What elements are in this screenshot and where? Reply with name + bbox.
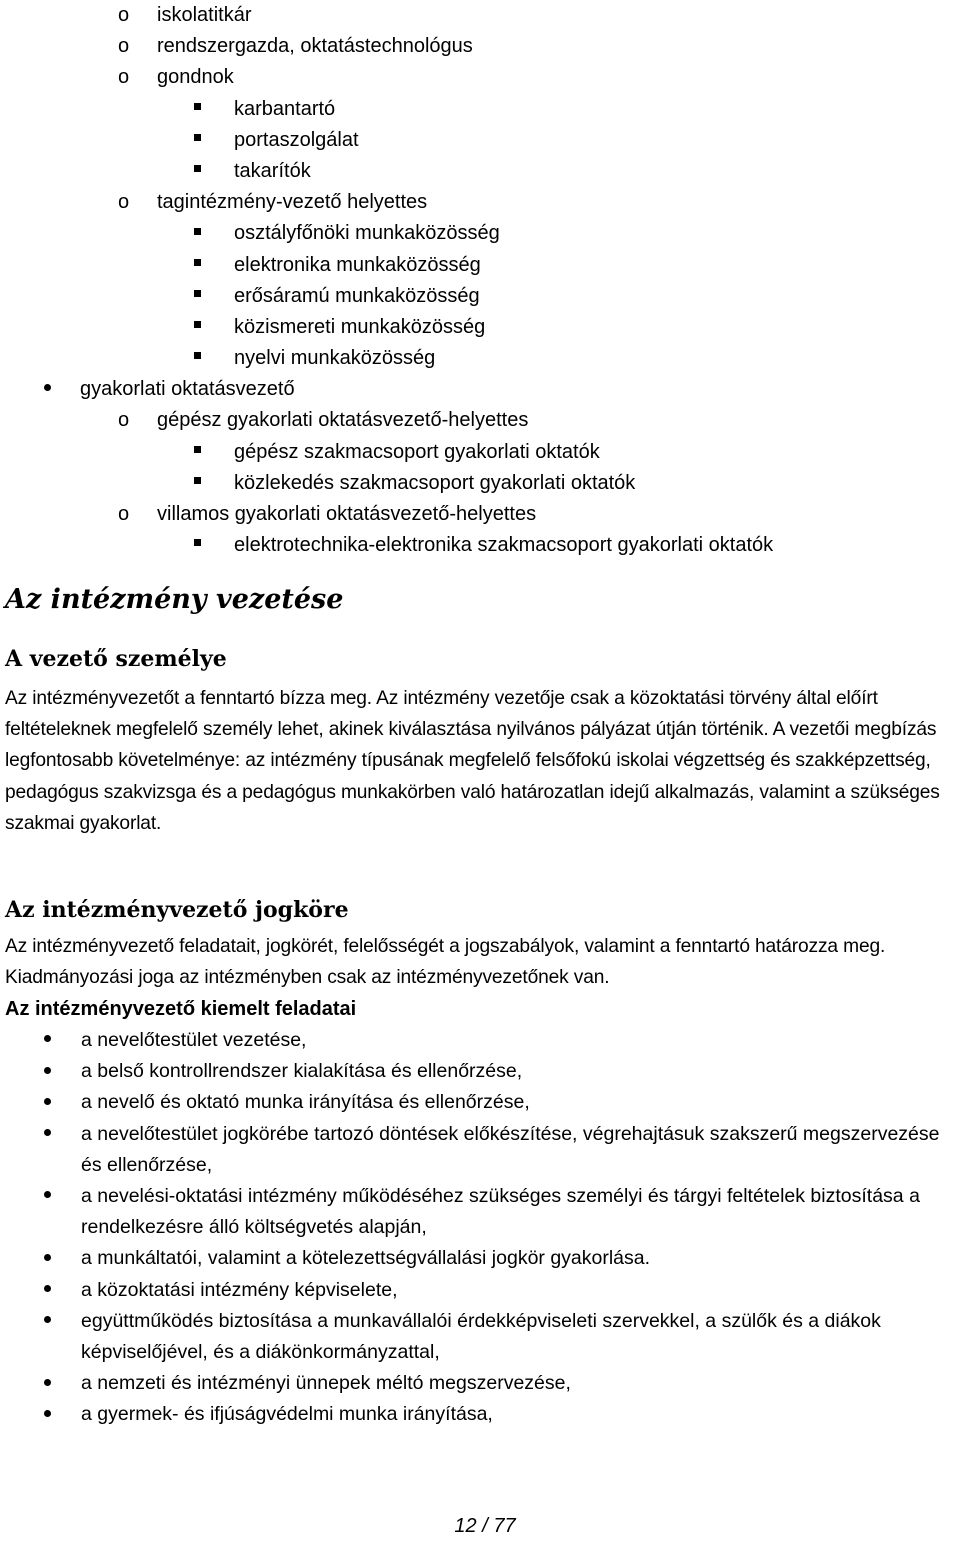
org-chart-item	[0, 62, 960, 93]
bullet-square-icon	[194, 156, 201, 187]
bullet-square-icon	[194, 250, 201, 281]
bullet-dot-icon	[44, 1399, 51, 1430]
bullet-circle-marker: o	[118, 66, 130, 89]
org-chart-item	[0, 530, 960, 561]
org-chart-item	[0, 343, 960, 374]
org-chart-item	[0, 94, 960, 125]
authority-paragraph: Az intézményvezető feladatait, jogkörét, felelősségét a jogszabályok, valamint a fenntartó határozza meg. Kiadmányozási joga az intézményben csak az intézményvezetőnek van.	[5, 936, 886, 989]
org-chart-item-label: közlekedés szakmacsoport gyakorlati oktatók	[234, 471, 636, 494]
org-chart-item-label: elektronika munkaközösség	[234, 253, 481, 276]
org-chart-item-label: tagintézmény-vezető helyettes	[157, 191, 428, 214]
bullet-square-icon	[194, 125, 201, 156]
bullet-dot-icon	[44, 1275, 51, 1306]
key-task-label: a nevelőtestület vezetése,	[81, 1029, 307, 1051]
bullet-dot-icon	[44, 1243, 51, 1274]
org-chart-item-label: gépész szakmacsoport gyakorlati oktatók	[234, 440, 600, 463]
org-chart-item-label: villamos gyakorlati oktatásvezető-helyettes	[157, 503, 537, 525]
org-chart-item	[0, 218, 960, 249]
bullet-square-icon	[194, 468, 201, 499]
key-task-label: a belső kontrollrendszer kialakítása és ellenőrzése,	[81, 1060, 523, 1083]
key-task-label: a gyermek- és ifjúságvédelmi munka irányítása,	[81, 1403, 493, 1426]
bullet-dot-icon	[44, 1119, 51, 1150]
key-task-item	[0, 1181, 956, 1243]
bullet-dot-icon	[44, 1087, 51, 1118]
org-chart-item-label: osztályfőnöki munkaközösség	[234, 222, 500, 245]
org-chart-item-label: iskolatitkár	[157, 4, 252, 26]
bullet-square-icon	[194, 218, 201, 249]
key-task-item	[0, 1275, 956, 1306]
org-chart-item-label: közismereti munkaközösség	[234, 315, 486, 338]
bullet-dot-icon	[44, 1056, 51, 1087]
org-chart-item	[0, 437, 960, 468]
org-chart-item	[0, 0, 960, 31]
bullet-circle-marker: o	[118, 503, 130, 525]
authority-heading: Az intézményvezető jogköre	[5, 897, 349, 923]
section-title: Az intézmény vezetése	[5, 584, 344, 615]
bullet-dot-icon	[44, 1181, 51, 1212]
key-task-label: a munkáltatói, valamint a kötelezettségvállalási jogkör gyakorlása.	[81, 1247, 651, 1270]
page-number: 12 / 77	[454, 1515, 516, 1537]
bullet-square-icon	[194, 437, 201, 468]
org-chart-item-label: karbantartó	[234, 97, 336, 120]
key-task-item	[0, 1087, 956, 1118]
org-chart-item	[0, 281, 960, 312]
key-task-label: a nevelő és oktató munka irányítása és ellenőrzése,	[81, 1091, 530, 1114]
key-task-label: a nevelési-oktatási intézmény működéséhez szükséges személyi és tárgyi feltételek biztosítása a rendelkezésre álló költségvetés alapján,	[81, 1185, 920, 1239]
bullet-circle-marker: o	[118, 191, 130, 214]
key-tasks-heading: Az intézményvezető kiemelt feladatai	[5, 998, 357, 1020]
org-chart-item	[0, 156, 960, 187]
org-chart-item	[0, 187, 960, 218]
key-task-item	[0, 1056, 956, 1087]
bullet-dot-icon	[44, 374, 51, 405]
org-chart-item	[0, 374, 960, 405]
bullet-square-icon	[194, 343, 201, 374]
key-task-item	[0, 1119, 956, 1181]
org-chart-item-label: gépész gyakorlati oktatásvezető-helyettes	[157, 409, 529, 432]
org-chart-item	[0, 405, 960, 436]
bullet-dot-icon	[44, 1306, 51, 1337]
key-task-label: a nemzeti és intézményi ünnepek méltó megszervezése,	[81, 1372, 571, 1395]
org-chart-item-label: nyelvi munkaközösség	[234, 347, 436, 370]
org-chart-item-label: elektrotechnika-elektronika szakmacsoport gyakorlati oktatók	[234, 534, 774, 557]
bullet-dot-icon	[44, 1025, 51, 1056]
org-chart-item-label: gondnok	[157, 66, 234, 89]
bullet-square-icon	[194, 281, 201, 312]
org-chart-item-label: takarítók	[234, 159, 311, 182]
bullet-circle-marker: o	[118, 35, 130, 58]
bullet-square-icon	[194, 94, 201, 125]
leader-person-paragraph: Az intézményvezetőt a fenntartó bízza meg. Az intézmény vezetője csak a közoktatási törvény által előírt feltételeknek megfelelő személy lehet, akinek kiválasztása nyilvános pályázat útján történik. A vezetői megbízás legfontosabb követelménye: az intézmény típusának megfelelő felsőfokú iskolai végzettség és szakképzettség, pedagógus szakvizsga és a pedagógus munkakörben való határozatlan idejű alkalmazás, valamint a szükséges szakmai gyakorlat.	[5, 688, 940, 834]
org-chart-item	[0, 499, 960, 530]
org-chart-item	[0, 312, 960, 343]
org-chart-item-label: erősáramú munkaközösség	[234, 284, 480, 307]
bullet-circle-marker: o	[118, 4, 130, 26]
org-chart-item-label: portaszolgálat	[234, 128, 359, 151]
key-task-label: együttműködés biztosítása a munkavállalói érdekképviseleti szervekkel, a szülők és a diákok képviselőjével, és a diákönkormányzattal,	[81, 1309, 881, 1364]
key-task-item	[0, 1025, 956, 1056]
key-task-item	[0, 1399, 956, 1430]
org-chart-item	[0, 250, 960, 281]
leader-person-heading: A vezető személye	[5, 646, 227, 672]
bullet-square-icon	[194, 312, 201, 343]
bullet-square-icon	[194, 530, 201, 561]
org-chart-list	[0, 0, 960, 561]
bullet-circle-marker: o	[118, 409, 130, 432]
key-task-item	[0, 1306, 956, 1368]
key-tasks-list	[0, 1025, 960, 1431]
org-chart-item-label: rendszergazda, oktatástechnológus	[157, 35, 473, 58]
key-task-item	[0, 1368, 956, 1399]
org-chart-item	[0, 31, 960, 62]
bullet-dot-icon	[44, 1368, 51, 1399]
org-chart-item	[0, 125, 960, 156]
key-task-label: a nevelőtestület jogkörébe tartozó döntések előkészítése, végrehajtásuk szakszerű megszervezése és ellenőrzése,	[81, 1122, 940, 1176]
org-chart-item-label: gyakorlati oktatásvezető	[80, 378, 295, 401]
key-task-label: a közoktatási intézmény képviselete,	[81, 1278, 398, 1301]
org-chart-item	[0, 468, 960, 499]
key-task-item	[0, 1243, 956, 1274]
